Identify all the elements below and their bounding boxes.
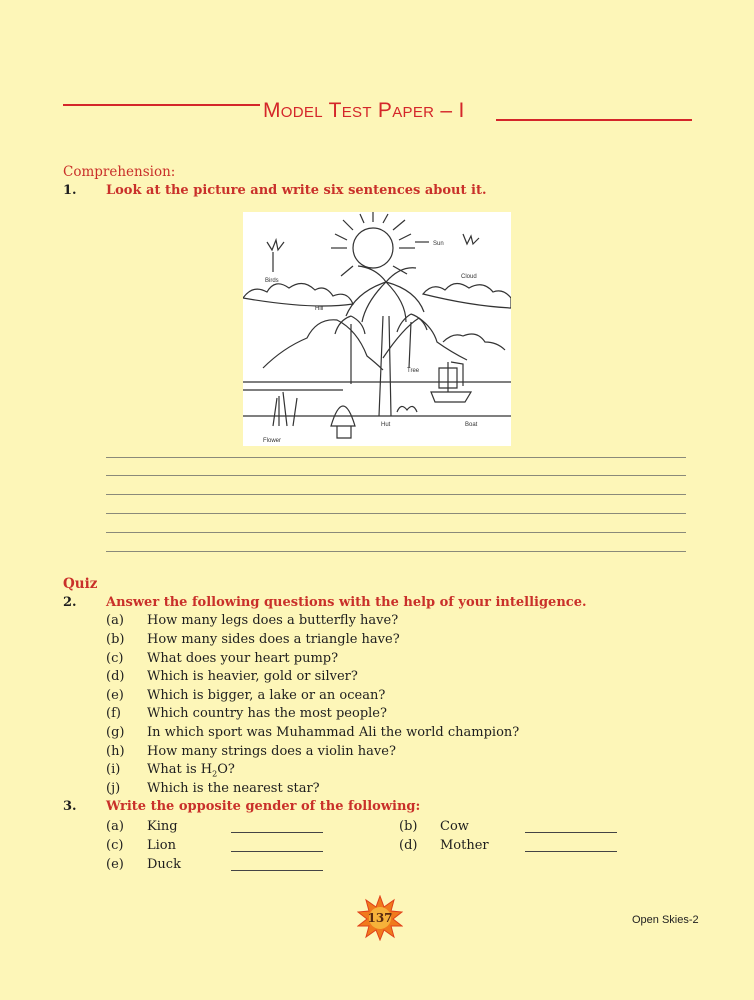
- picture-label-hill: Hill: [315, 306, 324, 312]
- picture-label-tree: Tree: [407, 368, 420, 374]
- quiz-item-text: Which is the nearest star?: [147, 781, 320, 796]
- question-3-number: 3.: [63, 799, 77, 814]
- formula-text-before: What is H: [147, 762, 213, 777]
- picture-label-cloud: Cloud: [461, 274, 477, 280]
- book-title: Open Skies-2: [632, 914, 699, 926]
- gender-item-word: Lion: [147, 838, 176, 853]
- quiz-item-text: How many sides does a triangle have?: [147, 632, 400, 647]
- tree-trunk: [379, 316, 391, 416]
- gender-item-word: Mother: [440, 838, 489, 853]
- answer-blank-e[interactable]: [231, 870, 323, 871]
- quiz-item-label: (i): [106, 762, 121, 777]
- gender-item-word: Duck: [147, 857, 181, 872]
- scene-drawing: [243, 212, 511, 446]
- picture-label-birds: Birds: [265, 278, 279, 284]
- answer-line-5[interactable]: [106, 532, 686, 533]
- quiz-item-text: How many strings does a violin have?: [147, 744, 396, 759]
- picture-label-sun: Sun: [433, 241, 444, 247]
- formula-text-after: O?: [217, 762, 235, 777]
- question-1-number: 1.: [63, 183, 77, 198]
- answer-line-2[interactable]: [106, 475, 686, 476]
- sun-drawing: [353, 228, 393, 268]
- quiz-item-label: (d): [106, 669, 125, 684]
- gender-item-word: Cow: [440, 819, 469, 834]
- quiz-label: Quiz: [63, 576, 98, 592]
- quiz-item-label: (a): [106, 613, 124, 628]
- question-2-text: Answer the following questions with the help of your intelligence.: [106, 595, 587, 610]
- quiz-item-label: (f): [106, 706, 121, 721]
- answer-blank-c[interactable]: [231, 851, 323, 852]
- quiz-item-text: Which is heavier, gold or silver?: [147, 669, 358, 684]
- birds-left: [267, 240, 284, 250]
- picture-label-boat: Boat: [465, 422, 478, 428]
- quiz-item-text: What does your heart pump?: [147, 651, 339, 666]
- picture-label-flower: Flower: [263, 438, 282, 444]
- boat-drawing: [431, 392, 471, 402]
- scene-picture: [243, 212, 511, 446]
- formula-subscript: 2: [212, 769, 218, 779]
- gender-item-label: (d): [399, 838, 418, 853]
- quiz-item-text: [147, 762, 235, 779]
- gender-item-label: (c): [106, 838, 124, 853]
- flower-drawing: [273, 392, 297, 426]
- answer-line-3[interactable]: [106, 494, 686, 495]
- answer-line-6[interactable]: [106, 551, 686, 552]
- quiz-item-text: Which country has the most people?: [147, 706, 387, 721]
- answer-blank-d[interactable]: [525, 851, 617, 852]
- gender-item-word: King: [147, 819, 178, 834]
- answer-line-4[interactable]: [106, 513, 686, 514]
- quiz-item-text: Which is bigger, a lake or an ocean?: [147, 688, 386, 703]
- comprehension-label: Comprehension:: [63, 164, 176, 180]
- answer-line-1[interactable]: [106, 457, 686, 458]
- question-2-number: 2.: [63, 595, 77, 610]
- birds-right: [463, 234, 479, 244]
- answer-blank-b[interactable]: [525, 832, 617, 833]
- gender-item-label: (b): [399, 819, 418, 834]
- quiz-item-label: (c): [106, 651, 124, 666]
- quiz-item-label: (b): [106, 632, 125, 647]
- question-3-text: Write the opposite gender of the following:: [106, 799, 421, 814]
- gender-item-label: (e): [106, 857, 124, 872]
- quiz-item-text: In which sport was Muhammad Ali the world champion?: [147, 725, 520, 740]
- title-rule-left: [63, 104, 260, 106]
- quiz-item-label: (e): [106, 688, 124, 703]
- quiz-item-label: (g): [106, 725, 125, 740]
- quiz-item-text: How many legs does a butterfly have?: [147, 613, 399, 628]
- question-1-text: Look at the picture and write six sentences about it.: [106, 183, 487, 198]
- picture-label-hut: Hut: [381, 422, 391, 428]
- gender-item-label: (a): [106, 819, 124, 834]
- page-number: 137: [367, 911, 393, 925]
- title-rule-right: [496, 119, 692, 121]
- page-title: Model Test Paper – I: [263, 99, 465, 122]
- quiz-item-label: (h): [106, 744, 125, 759]
- answer-blank-a[interactable]: [231, 832, 323, 833]
- quiz-item-label: (j): [106, 781, 121, 796]
